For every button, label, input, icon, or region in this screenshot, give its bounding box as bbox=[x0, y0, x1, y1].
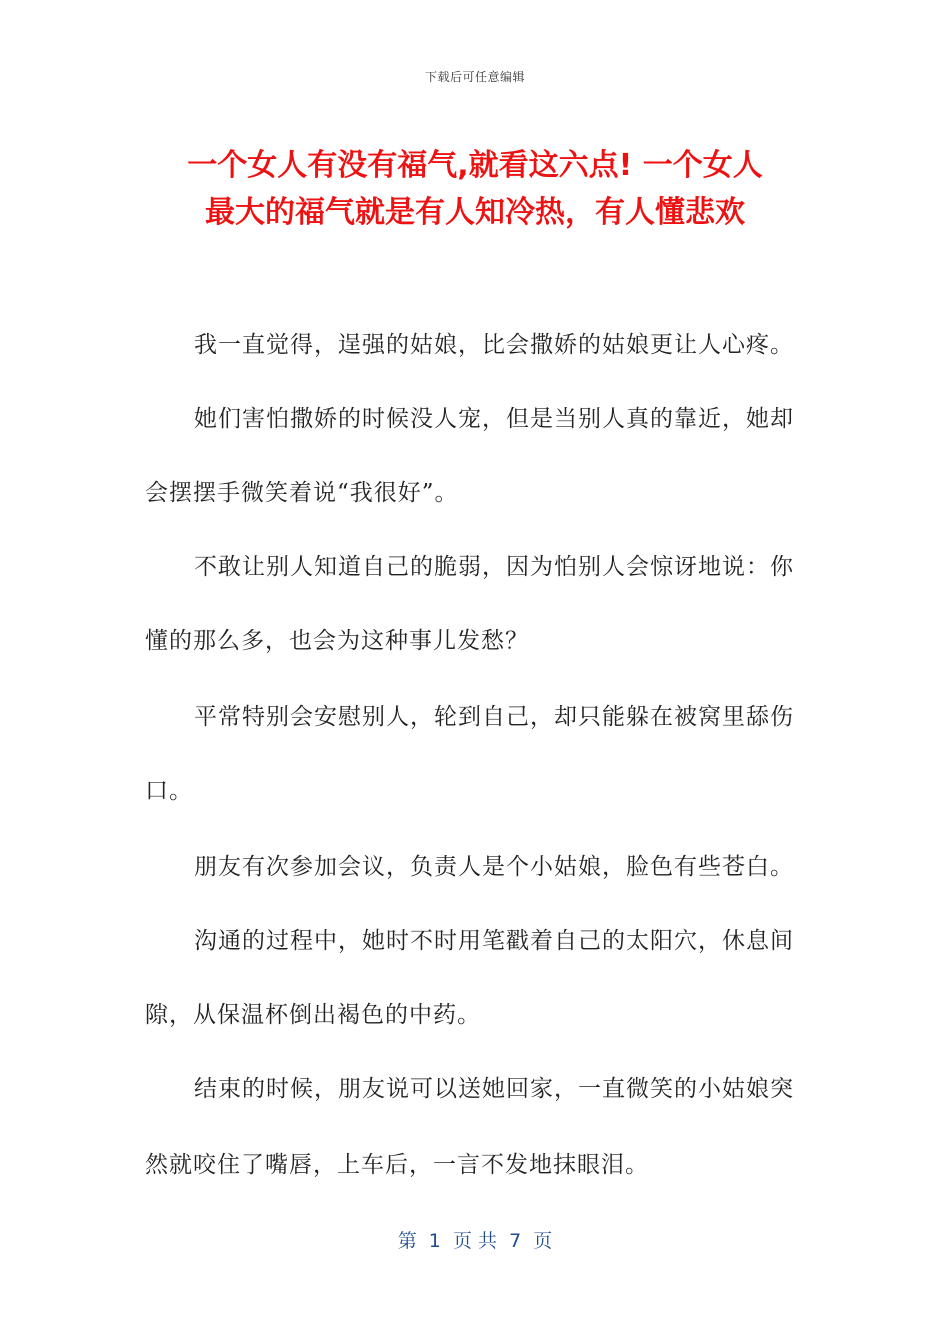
paragraph-line: 她们害怕撒娇的时候没人宠，但是当别人真的靠近，她却 bbox=[194, 406, 794, 432]
paragraph-line: 结束的时候，朋友说可以送她回家，一直微笑的小姑娘突 bbox=[194, 1076, 794, 1102]
title-line-1: 一个女人有没有福气,就看这六点! 一个女人 bbox=[187, 148, 763, 183]
paragraph-line: 隙，从保温杯倒出褐色的中药。 bbox=[145, 1002, 481, 1028]
title-line-2: 最大的福气就是有人知冷热，有人懂悲欢 bbox=[205, 195, 745, 230]
page-number-footer: 第 1 页 共 7 页 bbox=[397, 1230, 553, 1252]
paragraph-line: 沟通的过程中，她时不时用笔戳着自己的太阳穴，休息间 bbox=[194, 928, 794, 954]
paragraph-line: 朋友有次参加会议，负责人是个小姑娘，脸色有些苍白。 bbox=[194, 854, 794, 880]
paragraph-line: 我一直觉得，逞强的姑娘，比会撒娇的姑娘更让人心疼。 bbox=[194, 332, 794, 358]
header-note: 下载后可任意编辑 bbox=[424, 70, 525, 84]
paragraph-line: 平常特别会安慰别人，轮到自己，却只能躲在被窝里舔伤 bbox=[194, 704, 794, 730]
paragraph-line: 不敢让别人知道自己的脆弱，因为怕别人会惊讶地说：你 bbox=[194, 554, 794, 580]
paragraph-line: 口。 bbox=[145, 778, 193, 804]
paragraph-line: 懂的那么多，也会为这种事儿发愁？ bbox=[145, 628, 529, 654]
paragraph-line: 然就咬住了嘴唇，上车后，一言不发地抹眼泪。 bbox=[145, 1152, 649, 1178]
paragraph-line: 会摆摆手微笑着说“我很好”。 bbox=[145, 480, 459, 506]
